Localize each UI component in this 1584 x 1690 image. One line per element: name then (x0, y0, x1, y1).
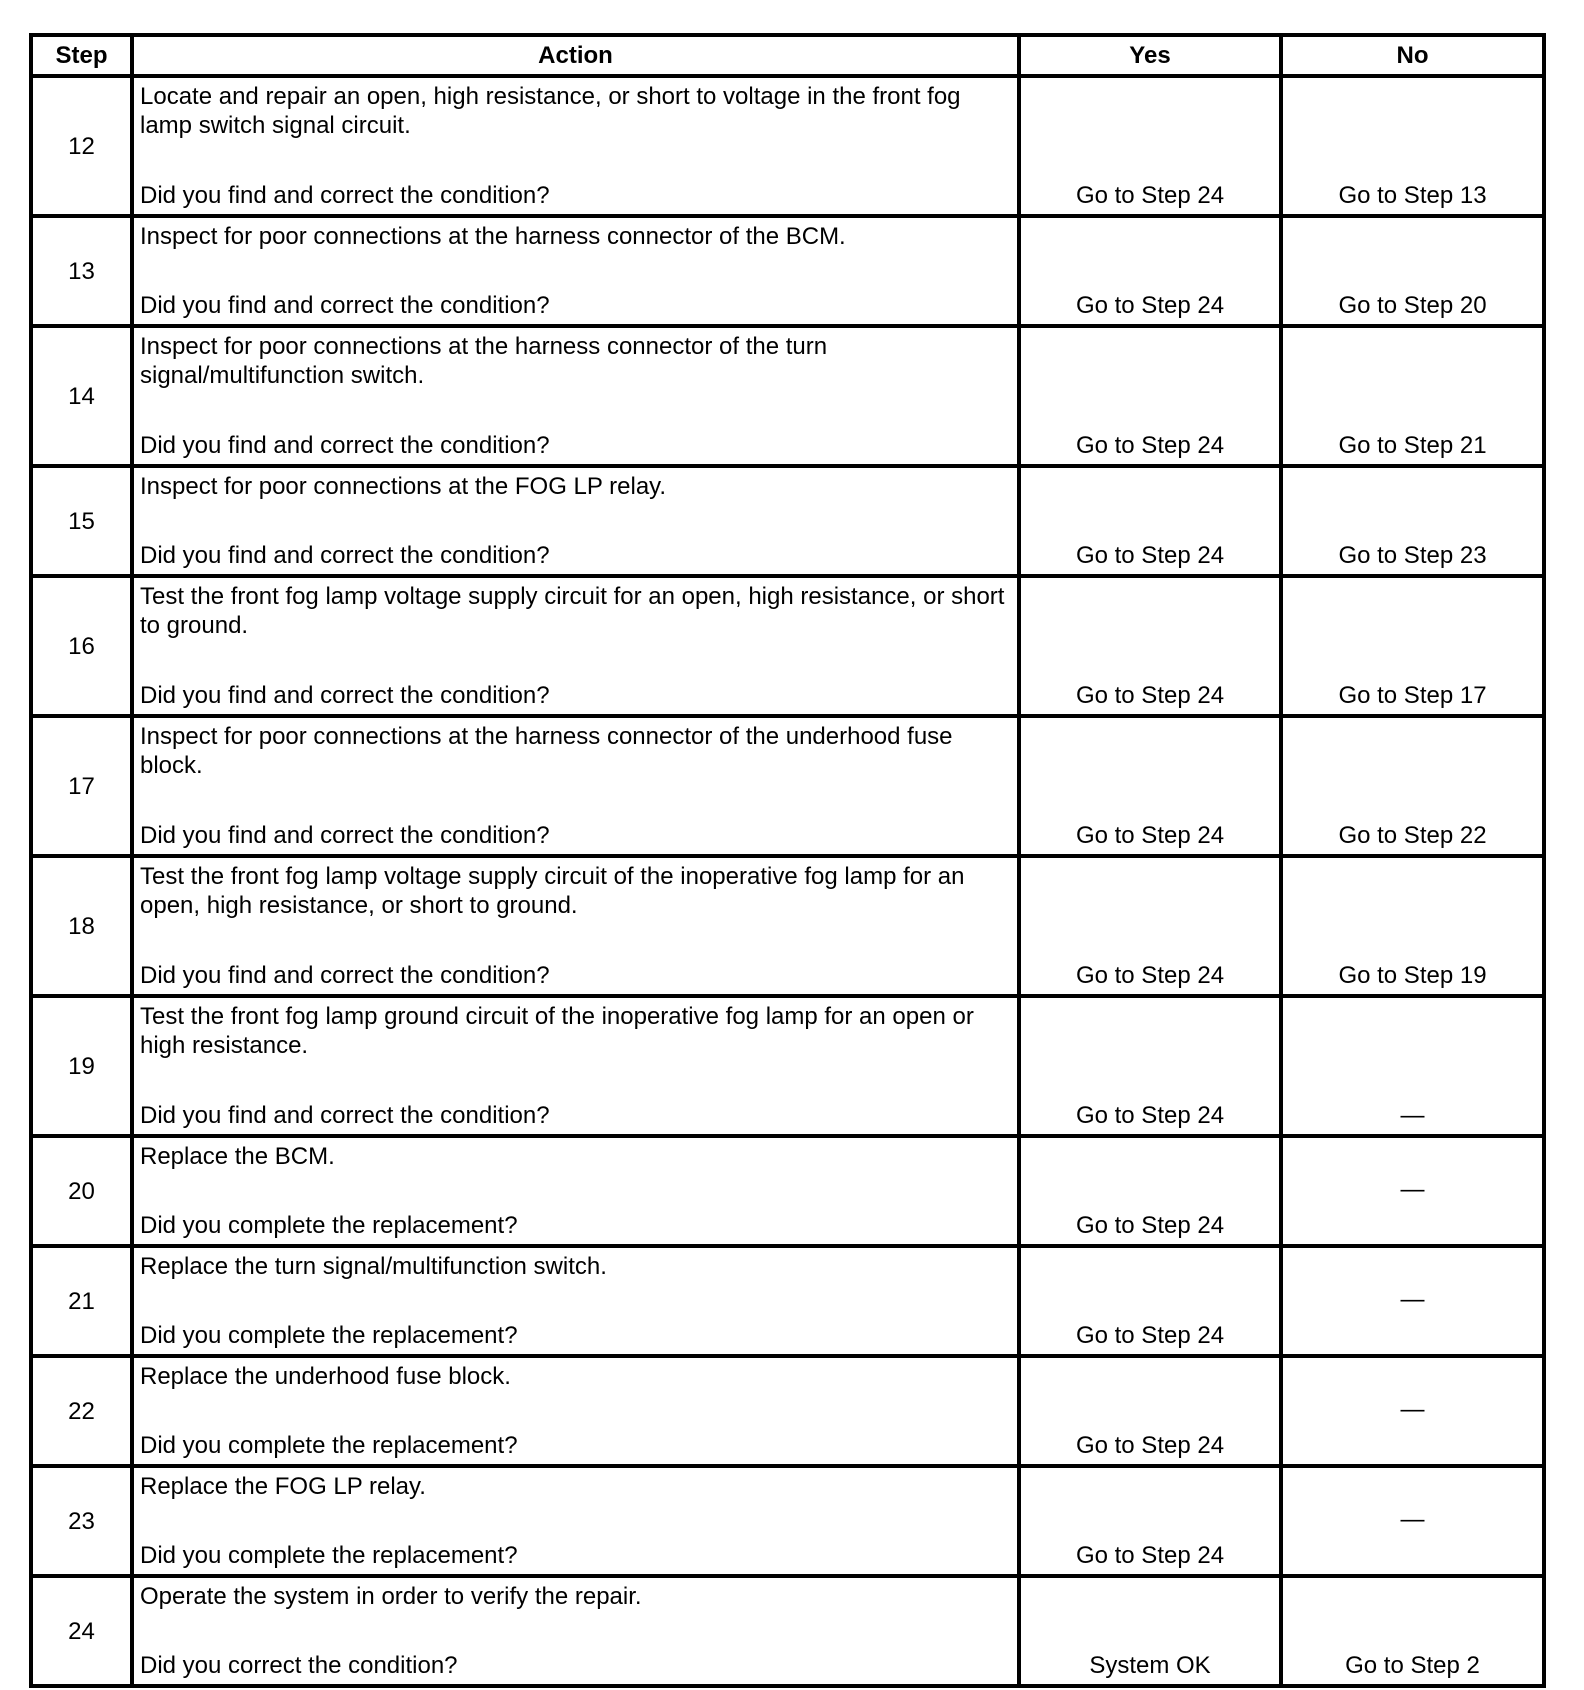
step-number: 13 (31, 216, 132, 326)
header-yes: Yes (1019, 35, 1281, 76)
action-cell (132, 716, 1019, 856)
action-cell (132, 996, 1019, 1136)
no-result: — (1281, 1136, 1544, 1246)
yes-result: Go to Step 24 (1019, 466, 1281, 576)
table-row (31, 466, 1544, 576)
table-row (31, 1246, 1544, 1356)
table-row (31, 1356, 1544, 1466)
action-instruction: Locate and repair an open, high resistance, or short to voltage in the front fog lamp switch signal circuit. (140, 83, 961, 139)
action-instruction: Test the front fog lamp ground circuit of the inoperative fog lamp for an open or high resistance. (140, 1003, 974, 1059)
step-number: 20 (31, 1136, 132, 1246)
no-result: Go to Step 19 (1281, 856, 1544, 996)
action-cell (132, 1136, 1019, 1246)
yes-result: Go to Step 24 (1019, 856, 1281, 996)
action-question: Did you complete the replacement? (140, 1542, 518, 1569)
table-row (31, 1136, 1544, 1246)
yes-result: Go to Step 24 (1019, 1136, 1281, 1246)
action-cell (132, 1356, 1019, 1466)
header-step: Step (31, 35, 132, 76)
action-question: Did you find and correct the condition? (140, 292, 550, 319)
no-result: Go to Step 23 (1281, 466, 1544, 576)
yes-result: Go to Step 24 (1019, 1466, 1281, 1576)
step-number: 16 (31, 576, 132, 716)
step-number: 21 (31, 1246, 132, 1356)
yes-result: System OK (1019, 1576, 1281, 1686)
action-cell (132, 1466, 1019, 1576)
action-question: Did you complete the replacement? (140, 1212, 518, 1239)
no-result: Go to Step 13 (1281, 76, 1544, 216)
step-number: 18 (31, 856, 132, 996)
table-row (31, 576, 1544, 716)
table-row (31, 216, 1544, 326)
yes-result: Go to Step 24 (1019, 216, 1281, 326)
action-instruction: Operate the system in order to verify the repair. (140, 1583, 642, 1610)
action-cell (132, 576, 1019, 716)
no-result: Go to Step 22 (1281, 716, 1544, 856)
no-result: — (1281, 1466, 1544, 1576)
action-cell (132, 326, 1019, 466)
no-result: — (1281, 1356, 1544, 1466)
action-instruction: Replace the turn signal/multifunction switch. (140, 1253, 607, 1280)
no-result: Go to Step 21 (1281, 326, 1544, 466)
action-question: Did you find and correct the condition? (140, 822, 550, 849)
action-cell (132, 76, 1019, 216)
action-question: Did you find and correct the condition? (140, 432, 550, 459)
action-instruction: Inspect for poor connections at the harness connector of the BCM. (140, 223, 846, 250)
table-row (31, 1576, 1544, 1686)
yes-result: Go to Step 24 (1019, 326, 1281, 466)
no-result: — (1281, 1246, 1544, 1356)
step-number: 12 (31, 76, 132, 216)
no-result: — (1281, 996, 1544, 1136)
diagnostic-table (29, 33, 1546, 1688)
action-instruction: Inspect for poor connections at the FOG LP relay. (140, 473, 667, 500)
header-action: Action (132, 35, 1019, 76)
action-instruction: Replace the BCM. (140, 1143, 335, 1170)
action-question: Did you find and correct the condition? (140, 962, 550, 989)
action-cell (132, 466, 1019, 576)
action-cell (132, 216, 1019, 326)
action-instruction: Test the front fog lamp voltage supply circuit of the inoperative fog lamp for an open, high resistance, or short to ground. (140, 863, 965, 919)
action-question: Did you correct the condition? (140, 1652, 458, 1679)
action-question: Did you complete the replacement? (140, 1432, 518, 1459)
no-result: Go to Step 17 (1281, 576, 1544, 716)
action-cell (132, 1246, 1019, 1356)
action-instruction: Inspect for poor connections at the harness connector of the underhood fuse block. (140, 723, 953, 779)
action-instruction: Replace the underhood fuse block. (140, 1363, 511, 1390)
yes-result: Go to Step 24 (1019, 996, 1281, 1136)
yes-result: Go to Step 24 (1019, 1246, 1281, 1356)
yes-result: Go to Step 24 (1019, 1356, 1281, 1466)
header-no: No (1281, 35, 1544, 76)
no-result: Go to Step 2 (1281, 1576, 1544, 1686)
no-result: Go to Step 20 (1281, 216, 1544, 326)
action-question: Did you find and correct the condition? (140, 682, 550, 709)
action-instruction: Inspect for poor connections at the harness connector of the turn signal/multifunction switch. (140, 333, 828, 389)
step-number: 19 (31, 996, 132, 1136)
table-row (31, 716, 1544, 856)
yes-result: Go to Step 24 (1019, 76, 1281, 216)
table-row (31, 996, 1544, 1136)
action-instruction: Test the front fog lamp voltage supply circuit for an open, high resistance, or short to ground. (140, 583, 1005, 639)
step-number: 23 (31, 1466, 132, 1576)
action-cell (132, 856, 1019, 996)
yes-result: Go to Step 24 (1019, 716, 1281, 856)
action-question: Did you find and correct the condition? (140, 1102, 550, 1129)
action-question: Did you complete the replacement? (140, 1322, 518, 1349)
action-question: Did you find and correct the condition? (140, 542, 550, 569)
action-question: Did you find and correct the condition? (140, 182, 550, 209)
table-row (31, 326, 1544, 466)
yes-result: Go to Step 24 (1019, 576, 1281, 716)
step-number: 24 (31, 1576, 132, 1686)
table-row (31, 76, 1544, 216)
step-number: 17 (31, 716, 132, 856)
header-row (31, 35, 1544, 76)
action-cell (132, 1576, 1019, 1686)
step-number: 22 (31, 1356, 132, 1466)
action-instruction: Replace the FOG LP relay. (140, 1473, 426, 1500)
table-row (31, 1466, 1544, 1576)
table-row (31, 856, 1544, 996)
step-number: 15 (31, 466, 132, 576)
step-number: 14 (31, 326, 132, 466)
